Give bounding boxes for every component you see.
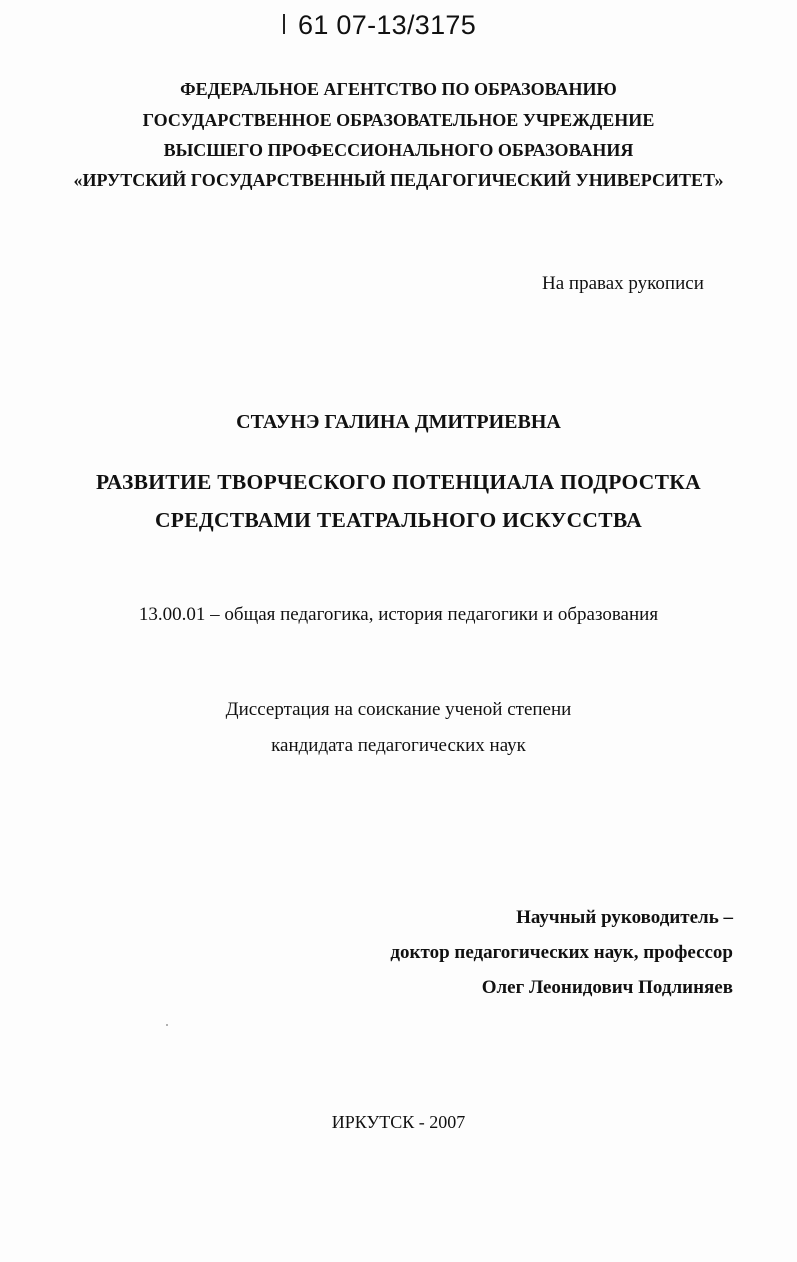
header-agency-line-2: ГОСУДАРСТВЕННОЕ ОБРАЗОВАТЕЛЬНОЕ УЧРЕЖДЕНИЕ xyxy=(142,110,655,130)
library-stamp-number: 61 07-13/3175 xyxy=(298,10,477,40)
stamp-mark xyxy=(283,14,285,34)
city-year: ИРКУТСК - 2007 xyxy=(331,1112,466,1132)
header-agency-line-3: ВЫСШЕГО ПРОФЕССИОНАЛЬНОГО ОБРАЗОВАНИЯ xyxy=(163,140,634,160)
dissertation-title-line-1: РАЗВИТИЕ ТВОРЧЕСКОГО ПОТЕНЦИАЛА ПОДРОСТКА xyxy=(96,470,701,494)
specialty-code: 13.00.01 – общая педагогика, история педагогики и образования xyxy=(138,604,659,625)
header-agency-line-1: ФЕДЕРАЛЬНОЕ АГЕНТСТВО ПО ОБРАЗОВАНИЮ xyxy=(180,79,617,99)
advisor-label: Научный руководитель – xyxy=(516,907,733,928)
header-university-name: «ИРУТСКИЙ ГОСУДАРСТВЕННЫЙ ПЕДАГОГИЧЕСКИЙ УНИВЕРСИТЕТ» xyxy=(73,170,724,190)
degree-statement-line-2: кандидата педагогических наук xyxy=(271,735,526,756)
advisor-degree: доктор педагогических наук, профессор xyxy=(390,942,733,963)
degree-statement-line-1: Диссертация на соискание ученой степени xyxy=(225,699,572,720)
scan-speck xyxy=(166,1024,168,1026)
author-name: СТАУНЭ ГАЛИНА ДМИТРИЕВНА xyxy=(236,411,561,433)
dissertation-title-line-2: СРЕДСТВАМИ ТЕАТРАЛЬНОГО ИСКУССТВА xyxy=(154,508,643,532)
rights-note: На правах рукописи xyxy=(542,273,704,294)
advisor-name: Олег Леонидович Подлиняев xyxy=(481,977,733,998)
